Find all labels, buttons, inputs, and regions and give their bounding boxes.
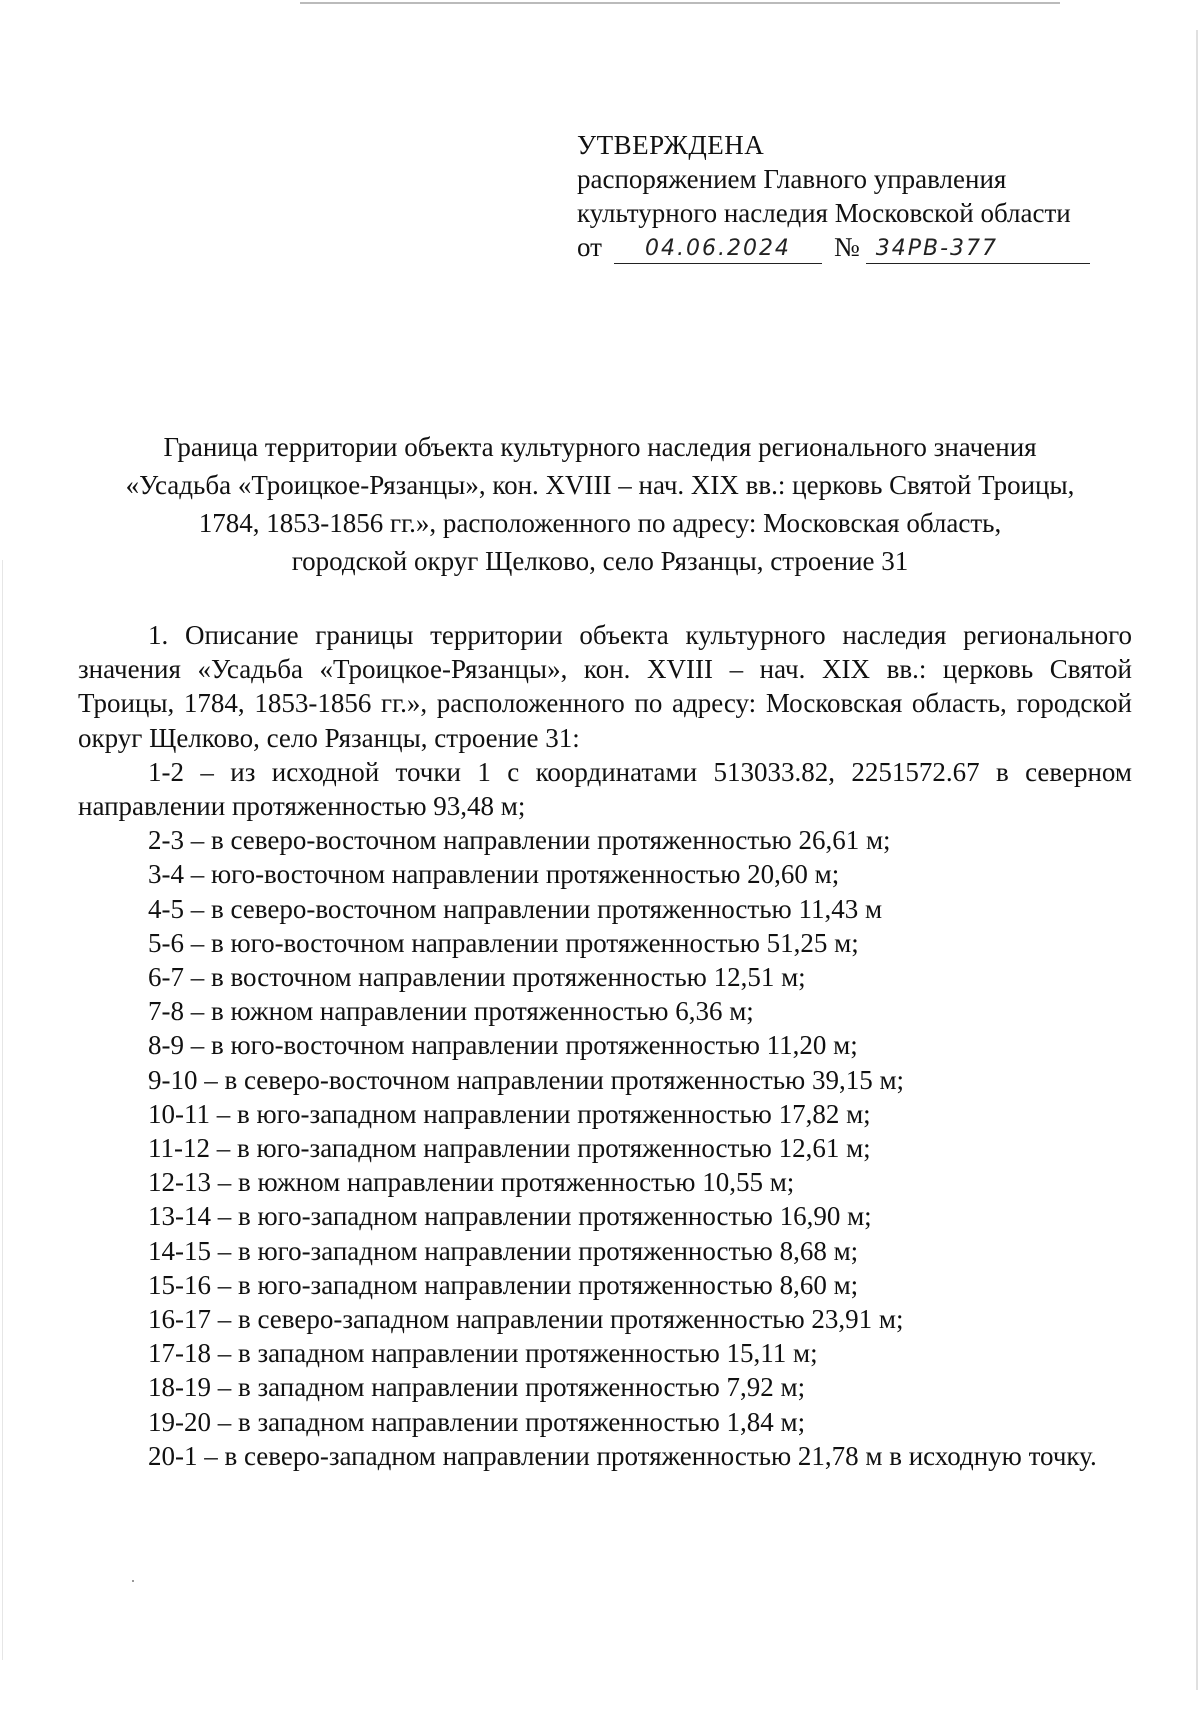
scan-artifact-right-edge [1196,30,1198,1690]
heading-line-2: «Усадьба «Троицкое-Рязанцы», кон. XVIII – нач. XIX вв.: церковь Святой Троицы, [125,470,1075,500]
boundary-description [78,618,1132,1473]
handwritten-date: 04.06.2024 [614,235,822,264]
heading-line-1: Граница территории объекта культурного наследия регионального значения [163,432,1037,462]
segment-line: 5-6 – в юго-восточном направлении протяженностью 51,25 м; [148,927,859,958]
segment-line: 10-11 – в юго-западном направлении протяженностью 17,82 м; [148,1098,871,1129]
approval-date-number-row [577,230,1097,264]
segments-list [78,823,1132,1473]
approval-block [577,128,1097,264]
approval-issuer-line-1: распоряжением Главного управления [577,164,1007,194]
segment-line: 6-7 – в восточном направлении протяженностью 12,51 м; [148,962,806,993]
scan-artifact-dot [132,1580,134,1582]
approval-issuer-line-2: культурного наследия Московской области [577,198,1071,228]
segment-line: 17-18 – в западном направлении протяженностью 15,11 м; [148,1338,818,1369]
segment-line: 3-4 – юго-восточном направлении протяженностью 20,60 м; [148,859,840,890]
segment-line: 13-14 – в юго-западном направлении протяженностью 16,90 м; [148,1201,872,1232]
segment-line: 14-15 – в юго-западном направлении протяженностью 8,68 м; [148,1235,859,1266]
scan-artifact-left-edge [2,560,3,1660]
segment-line: 8-9 – в юго-восточном направлении протяженностью 11,20 м; [148,1030,858,1061]
intro-paragraph: 1. Описание границы территории объекта культурного наследия регионального значения «Усадьба «Троицкое-Рязанцы», кон. XVIII – нач. XIX вв.: церковь Святой Троицы, 1784, 1853-1856 гг.», расположенного по адресу: Московская область, городской округ Щелково, село Рязанцы, строение 31: [78,620,1132,753]
segment-line: 16-17 – в северо-западном направлении протяженностью 23,91 м; [148,1304,904,1335]
segment-line: 18-19 – в западном направлении протяженностью 7,92 м; [148,1372,806,1403]
segment-line: 20-1 – в северо-западном направлении протяженностью 21,78 м в исходную точку. [148,1440,1097,1471]
scan-artifact-top [300,2,1060,4]
segment-line: 19-20 – в западном направлении протяженностью 1,84 м; [148,1406,806,1437]
segment-line: 9-10 – в северо-восточном направлении протяженностью 39,15 м; [148,1064,905,1095]
document-heading [80,428,1120,580]
segment-line: 15-16 – в юго-западном направлении протяженностью 8,60 м; [148,1269,859,1300]
heading-line-3: 1784, 1853-1856 гг.», расположенного по адресу: Московская область, [198,508,1002,538]
segment-line: 12-13 – в южном направлении протяженностью 10,55 м; [148,1167,795,1198]
approval-title: УТВЕРЖДЕНА [577,130,765,160]
segment-line: 4-5 – в северо-восточном направлении протяженностью 11,43 м [148,893,883,924]
heading-line-4: городской округ Щелково, село Рязанцы, строение 31 [291,546,909,576]
segment-1-2: 1-2 – из исходной точки 1 с координатами 513033.82, 2251572.67 в северном направлении протяженностью 93,48 м; [78,756,1132,822]
segment-line: 2-3 – в северо-восточном направлении протяженностью 26,61 м; [148,825,891,856]
segment-line: 11-12 – в юго-западном направлении протяженностью 12,61 м; [148,1133,871,1164]
number-label: № [833,232,860,262]
segment-line: 7-8 – в южном направлении протяженностью 6,36 м; [148,996,754,1027]
handwritten-number: 34РВ-377 [866,235,1090,264]
date-label: от [577,232,602,262]
